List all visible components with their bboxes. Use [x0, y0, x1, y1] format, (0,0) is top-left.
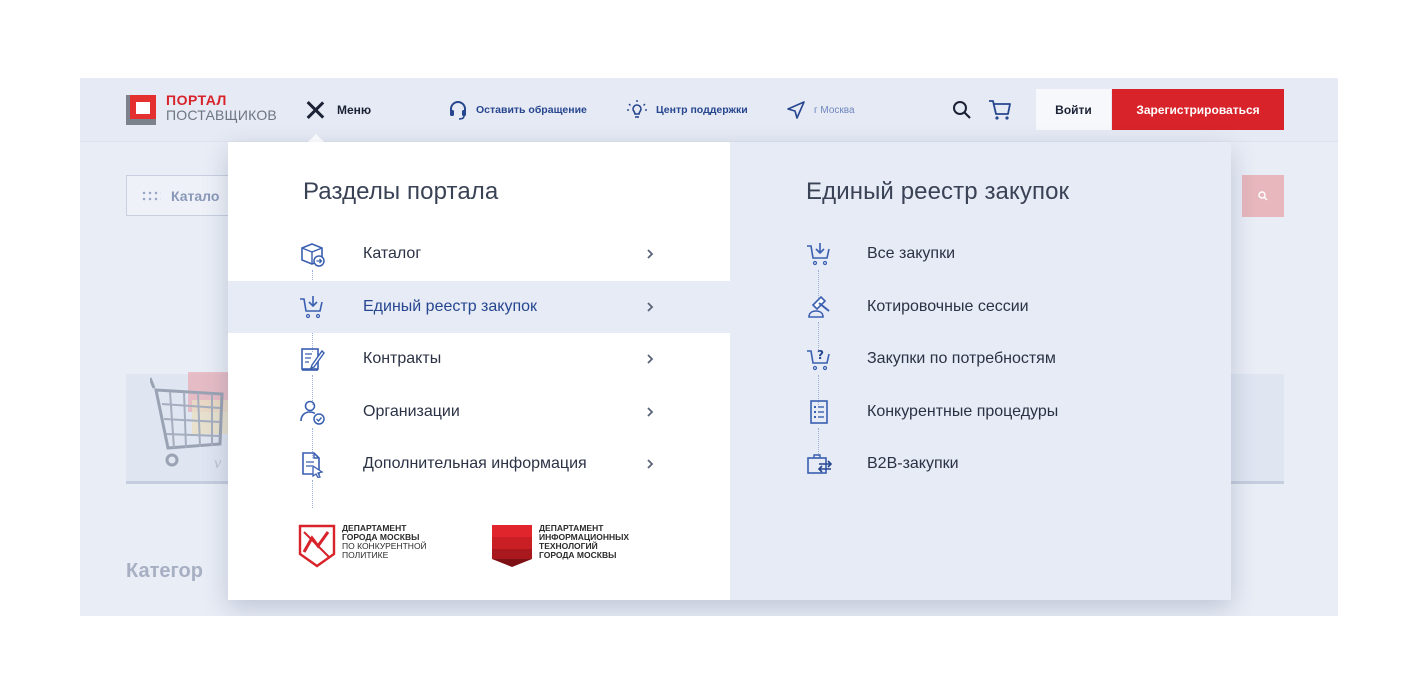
- page-frame: [80, 78, 1338, 616]
- portal-sections-panel: [228, 142, 730, 600]
- chevron-right-icon: [646, 248, 654, 260]
- login-button[interactable]: Войти: [1036, 89, 1111, 130]
- submenu-item-quotation-sessions[interactable]: [730, 281, 1231, 334]
- organization-user-icon: [298, 398, 326, 426]
- lightbulb-icon: [626, 99, 648, 121]
- cart-button[interactable]: [986, 96, 1014, 124]
- portal-sections-list: [228, 228, 730, 491]
- dept-competition-text: ДЕПАРТАМЕНТ ГОРОДА МОСКВЫ ПО КОНКУРЕНТНОЙ ПОЛИТИКЕ: [342, 523, 427, 560]
- portal-sections-title: Разделы портала: [303, 178, 499, 205]
- gavel-icon: [805, 293, 833, 321]
- cart-download-icon: [298, 293, 326, 321]
- logo-subtitle: ПОСТАВЩИКОВ: [166, 107, 277, 123]
- submenu-item-competitive-procedures[interactable]: [730, 386, 1231, 439]
- submenu-item-label: Конкурентные процедуры: [867, 402, 1059, 420]
- menu-item-label: Организации: [363, 402, 460, 420]
- menu-item-label: Дополнительная информация: [363, 455, 587, 472]
- navigation-arrow-icon: [786, 100, 806, 120]
- chevron-right-icon: [646, 353, 654, 365]
- appeal-link-label: Оставить обращение: [476, 104, 587, 116]
- logo-mark-icon: [126, 95, 156, 125]
- menu-item-label: Единый реестр закупок: [363, 297, 538, 315]
- menu-item-unified-registry[interactable]: [228, 281, 730, 334]
- unified-registry-panel: [730, 142, 1231, 600]
- search-icon: [952, 100, 972, 120]
- unified-registry-list: [730, 228, 1231, 491]
- support-link[interactable]: [626, 98, 748, 122]
- menu-item-catalog[interactable]: [228, 228, 730, 281]
- dept-it-text: ДЕПАРТАМЕНТ ИНФОРМАЦИОННЫХ ТЕХНОЛОГИЙ ГОРОДА МОСКВЫ: [539, 523, 630, 560]
- location-link[interactable]: [786, 98, 855, 122]
- svg-text:?: ?: [817, 348, 824, 362]
- search-icon: [1258, 191, 1268, 201]
- catalog-box-icon: [298, 240, 326, 268]
- svg-text:v: v: [214, 455, 222, 472]
- menu-label: Меню: [337, 103, 372, 117]
- dept-it-logo[interactable]: [491, 524, 629, 568]
- b2b-exchange-icon: [805, 450, 833, 478]
- submenu-item-needs-purchases[interactable]: [730, 333, 1231, 386]
- support-link-label: Центр поддержки: [656, 104, 748, 116]
- list-document-icon: [805, 398, 833, 426]
- unified-registry-title: Единый реестр закупок: [806, 178, 1070, 205]
- chevron-right-icon: [646, 406, 654, 418]
- menu-item-contracts[interactable]: [228, 333, 730, 386]
- menu-item-label: Контракты: [363, 350, 442, 367]
- submenu-item-label: Котировочные сессии: [867, 297, 1029, 315]
- location-label: г Москва: [814, 104, 855, 116]
- document-cursor-icon: [298, 450, 326, 478]
- cart-question-icon: [805, 345, 833, 373]
- dept-competition-emblem-icon: [298, 524, 336, 568]
- submenu-item-label: Закупки по потребностям: [867, 350, 1056, 367]
- menu-item-organizations[interactable]: [228, 386, 730, 439]
- contract-edit-icon: [298, 345, 326, 373]
- search-button[interactable]: [948, 96, 976, 124]
- top-header: [80, 78, 1338, 142]
- close-icon: [305, 100, 325, 120]
- submenu-item-all-purchases[interactable]: [730, 228, 1231, 281]
- cart-download-icon: [805, 240, 833, 268]
- appeal-link[interactable]: [448, 98, 587, 122]
- chevron-right-icon: [646, 458, 654, 470]
- grid-dots-icon: [141, 190, 161, 202]
- submenu-item-label: Все закупки: [867, 245, 956, 262]
- catalog-search-button[interactable]: [1242, 175, 1284, 217]
- dept-competition-policy-logo[interactable]: [298, 524, 427, 568]
- portal-logo[interactable]: [126, 92, 286, 128]
- catalog-search-text: Катало: [171, 187, 220, 204]
- headset-icon: [448, 100, 468, 120]
- main-menu-dropdown: [228, 142, 1231, 600]
- catalog-search-input[interactable]: [126, 175, 236, 216]
- categories-heading: Категор: [126, 560, 203, 582]
- menu-item-label: Каталог: [363, 245, 422, 262]
- submenu-item-b2b-purchases[interactable]: [730, 438, 1231, 491]
- submenu-item-label: В2В-закупки: [867, 455, 959, 472]
- dept-it-emblem-icon: [491, 524, 533, 568]
- logo-title: ПОРТАЛ: [166, 92, 227, 108]
- menu-toggle-button[interactable]: [305, 98, 371, 122]
- chevron-right-icon: [646, 301, 654, 313]
- menu-item-additional-info[interactable]: [228, 438, 730, 491]
- cart-icon: [987, 98, 1013, 122]
- register-button[interactable]: Зарегистрироваться: [1112, 89, 1284, 130]
